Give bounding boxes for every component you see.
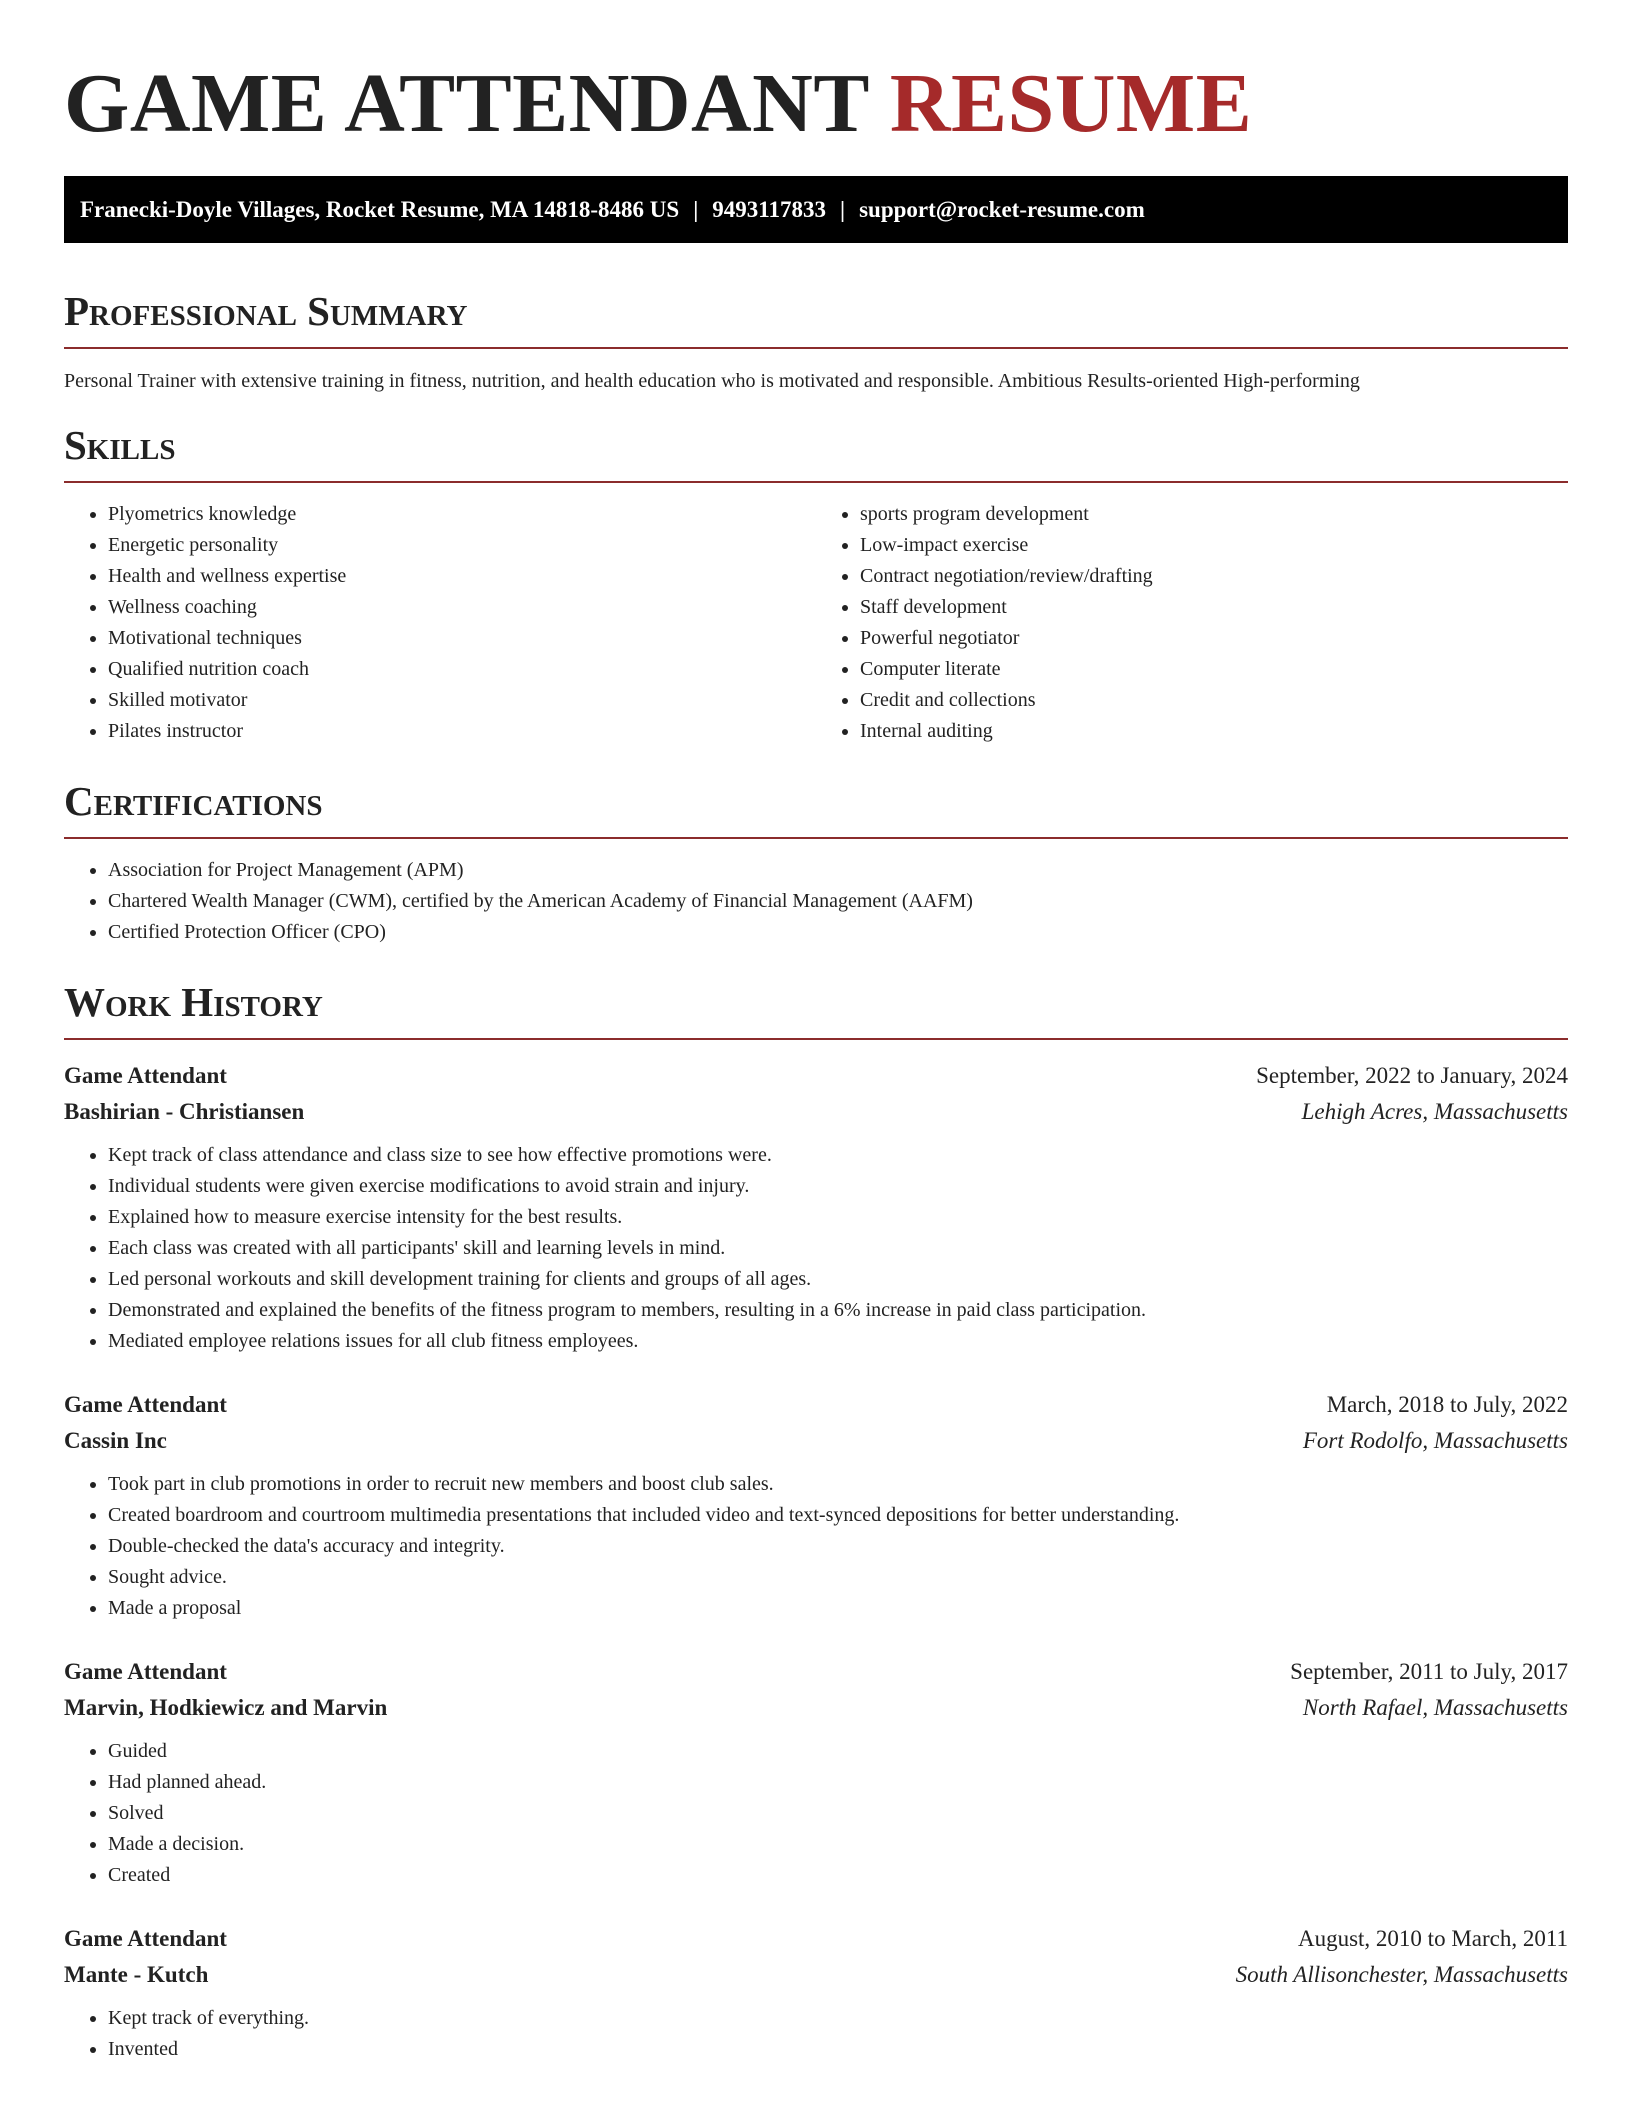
job-bullet: • Invented [108,2034,1568,2065]
job-entry [64,1058,1568,1357]
skill-item: • Contract negotiation/review/drafting [860,561,1568,592]
skill-item: • Internal auditing [860,716,1568,747]
job-dates: September, 2011 to July, 2017 [1290,1659,1568,1684]
job-entry [64,1921,1568,2065]
contact-bar [64,176,1568,243]
job-company-row [64,1094,1568,1130]
certification-item: • Association for Project Management (APM) [108,855,1568,886]
skill-item: • Low-impact exercise [860,530,1568,561]
job-title-row [64,1654,1568,1690]
summary-heading: Professional Summary [64,287,1568,349]
job-bullet: • Mediated employee relations issues for all club fitness employees. [108,1326,1568,1357]
job-bullet: • Led personal workouts and skill development training for clients and groups of all ages. [108,1264,1568,1295]
summary-section [64,287,1568,395]
summary-text: Personal Trainer with extensive training in fitness, nutrition, and health education who is motivated and responsible. Ambitious Results-oriented High-performing [64,370,1360,392]
skill-item: • Pilates instructor [108,716,816,747]
certifications-section [64,777,1568,948]
job-bullet: • Kept track of class attendance and class size to see how effective promotions were. [108,1140,1568,1171]
job-bullet: • Took part in club promotions in order to recruit new members and boost club sales. [108,1469,1568,1500]
job-location: Lehigh Acres, Massachusetts [1301,1099,1568,1124]
job-location: South Allisonchester, Massachusetts [1235,1962,1568,1987]
job-title-row [64,1387,1568,1423]
job-title-row [64,1921,1568,1957]
job-bullets [64,2003,1568,2065]
job-company: Bashirian - Christiansen [64,1099,305,1124]
skill-item: • Plyometrics knowledge [108,499,816,530]
job-bullets [64,1736,1568,1891]
job-role: Game Attendant [64,1392,227,1417]
job-dates: September, 2022 to January, 2024 [1256,1063,1568,1088]
skill-item: • Staff development [860,592,1568,623]
job-bullet: • Double-checked the data's accuracy and integrity. [108,1531,1568,1562]
job-role: Game Attendant [64,1926,227,1951]
resume-title [64,58,1568,150]
job-bullet: • Kept track of everything. [108,2003,1568,2034]
job-bullet: • Created [108,1860,1568,1891]
skills-heading: Skills [64,421,1568,483]
contact-email: support@rocket-resume.com [859,197,1145,222]
job-entry [64,1654,1568,1891]
job-bullet: • Made a decision. [108,1829,1568,1860]
job-dates: March, 2018 to July, 2022 [1326,1392,1568,1417]
work-history-heading: Work History [64,978,1568,1040]
job-bullet: • Made a proposal [108,1593,1568,1624]
job-bullet: • Created boardroom and courtroom multimedia presentations that included video and text-synced depositions for better understanding. [108,1500,1568,1531]
job-role: Game Attendant [64,1659,227,1684]
skill-item: • sports program development [860,499,1568,530]
contact-phone: 9493117833 [712,197,827,222]
job-company: Mante - Kutch [64,1962,209,1987]
skill-item: • Health and wellness expertise [108,561,816,592]
job-bullet: • Individual students were given exercise modifications to avoid strain and injury. [108,1171,1568,1202]
skills-section [64,421,1568,747]
job-bullet: • Sought advice. [108,1562,1568,1593]
contact-separator: | [693,197,699,222]
skills-list-right [816,499,1568,747]
certifications-heading: Certifications [64,777,1568,839]
job-bullet: • Explained how to measure exercise intensity for the best results. [108,1202,1568,1233]
job-bullet: • Demonstrated and explained the benefits of the fitness program to members, resulting in a 6% increase in paid class participation. [108,1295,1568,1326]
skills-list-left [64,499,816,747]
job-location: Fort Rodolfo, Massachusetts [1302,1428,1568,1453]
title-main: GAME ATTENDANT [64,57,869,150]
job-role: Game Attendant [64,1063,227,1088]
job-company-row [64,1690,1568,1726]
skill-item: • Qualified nutrition coach [108,654,816,685]
job-company: Cassin Inc [64,1428,167,1453]
certifications-list [64,855,1568,948]
job-bullet: • Solved [108,1798,1568,1829]
job-bullets [64,1140,1568,1357]
job-bullet: • Had planned ahead. [108,1767,1568,1798]
job-company: Marvin, Hodkiewicz and Marvin [64,1695,388,1720]
job-entry [64,1387,1568,1624]
job-location: North Rafael, Massachusetts [1302,1695,1568,1720]
skill-item: • Skilled motivator [108,685,816,716]
job-bullets [64,1469,1568,1624]
skill-item: • Credit and collections [860,685,1568,716]
contact-separator: | [840,197,846,222]
certification-item: • Chartered Wealth Manager (CWM), certified by the American Academy of Financial Management (AAFM) [108,886,1568,917]
certification-item: • Certified Protection Officer (CPO) [108,917,1568,948]
job-bullet: • Each class was created with all participants' skill and learning levels in mind. [108,1233,1568,1264]
job-company-row [64,1423,1568,1459]
job-company-row [64,1957,1568,1993]
contact-address: Franecki-Doyle Villages, Rocket Resume, MA 14818-8486 US [80,197,680,222]
work-history-section [64,978,1568,2065]
resume-page [64,0,1568,2065]
skill-item: • Wellness coaching [108,592,816,623]
skills-columns [64,499,1568,747]
skill-item: • Energetic personality [108,530,816,561]
job-title-row [64,1058,1568,1094]
skill-item: • Powerful negotiator [860,623,1568,654]
skill-item: • Computer literate [860,654,1568,685]
title-accent: RESUME [889,57,1253,150]
skill-item: • Motivational techniques [108,623,816,654]
job-bullet: • Guided [108,1736,1568,1767]
job-dates: August, 2010 to March, 2011 [1297,1926,1568,1951]
